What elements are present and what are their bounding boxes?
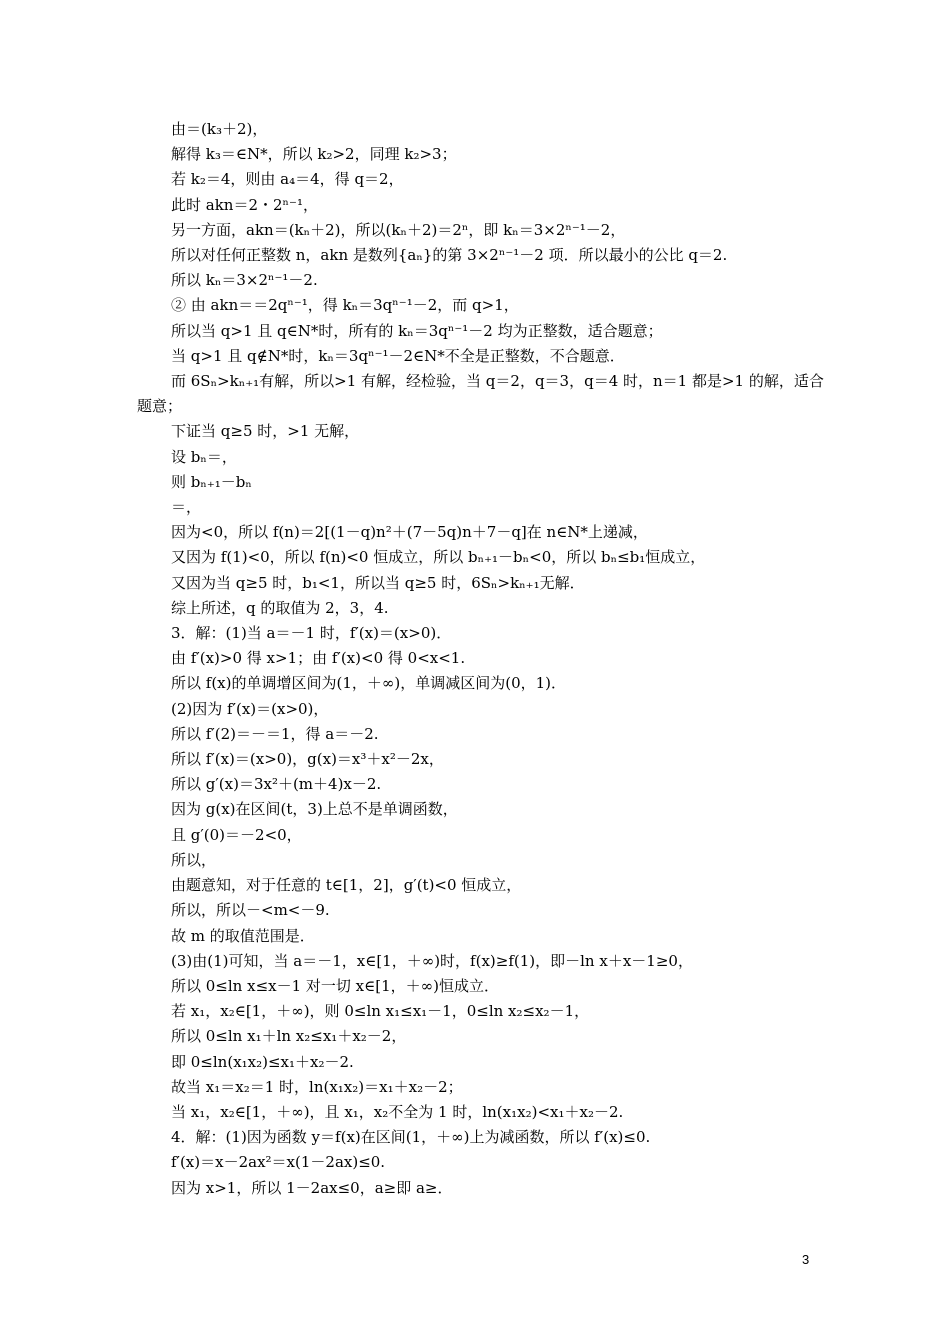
text-line: 综上所述，q 的取值为 2，3，4.: [171, 598, 389, 617]
text-line: 由＝(k₃＋2)，: [171, 120, 268, 138]
document-body: [137, 117, 827, 1201]
text-line: 故 m 的取值范围是．: [171, 926, 315, 945]
text-line: f′(x)＝x－2ax²＝x(1－2ax)≤0.: [171, 1153, 386, 1172]
text-line: (2)因为 f′(x)＝(x>0)，: [171, 699, 329, 718]
text-line: 则 bₙ₊₁－bₙ: [171, 472, 252, 491]
text-line: 所以对任何正整数 n，akn 是数列{aₙ}的第 3×2ⁿ⁻¹－2 项．所以最小的公比 q＝2.: [171, 246, 728, 265]
text-line: 当 q>1 且 q∉N*时，kₙ＝3qⁿ⁻¹－2∈N*不全是正整数，不合题意．: [171, 346, 625, 365]
text-line: 因为<0，所以 f(n)＝2[(1－q)n²＋(7－5q)n＋7－q]在 n∈N*上递减，: [171, 523, 648, 542]
text-line: 所以 g′(x)＝3x²＋(m＋4)x－2.: [171, 775, 382, 794]
text-line: 若 x₁，x₂∈[1，＋∞)，则 0≤ln x₁≤x₁－1，0≤ln x₂≤x₂－1，: [171, 1002, 590, 1021]
text-line: 若 k₂＝4，则由 a₄＝4，得 q＝2，: [171, 170, 404, 189]
text-line: 另一方面，akn＝(kₙ＋2)，所以(kₙ＋2)＝2ⁿ，即 kₙ＝3×2ⁿ⁻¹－2，: [171, 220, 626, 239]
text-line: 所以 f′(2)＝－＝1，得 a＝－2.: [171, 724, 379, 743]
text-line: 因为 g(x)在区间(t，3)上总不是单调函数，: [171, 800, 458, 819]
text-line: 而 6Sₙ>kₙ₊₁有解，所以>1 有解，经检验，当 q＝2，q＝3，q＝4 时，n＝1 都是>1 的解，适合题意；: [137, 372, 824, 416]
text-line: 所以，所以－<m<－9.: [171, 901, 330, 920]
text-line: 即 0≤ln(x₁x₂)≤x₁＋x₂－2.: [171, 1052, 354, 1071]
text-line: 故当 x₁＝x₂＝1 时，ln(x₁x₂)＝x₁＋x₂－2；: [171, 1077, 463, 1096]
text-line: 当 x₁，x₂∈[1，＋∞)，且 x₁，x₂不全为 1 时，ln(x₁x₂)<x₁＋x₂－2.: [171, 1102, 624, 1121]
text-line: 又因为当 q≥5 时，b₁<1，所以当 q≥5 时，6Sₙ>kₙ₊₁无解．: [171, 573, 585, 592]
text-line: ② 由 akn＝＝2qⁿ⁻¹，得 kₙ＝3qⁿ⁻¹－2，而 q>1，: [171, 296, 519, 315]
text-line: 所以 f′(x)＝(x>0)，g(x)＝x³＋x²－2x，: [171, 750, 444, 769]
text-line: (3)由(1)可知，当 a＝－1，x∈[1，＋∞)时，f(x)≥f(1)，即－ln x＋x－1≥0，: [171, 951, 693, 970]
text-line: 设 bₙ＝，: [171, 447, 237, 466]
text-line: 所以 0≤ln x₁＋ln x₂≤x₁＋x₂－2，: [171, 1027, 407, 1046]
text-line: 由 f′(x)>0 得 x>1；由 f′(x)<0 得 0<x<1.: [171, 649, 466, 668]
text-line: 解得 k₃＝∈N*，所以 k₂>2，同理 k₂>3；: [171, 145, 457, 164]
text-line: 所以 0≤ln x≤x－1 对一切 x∈[1，＋∞)恒成立．: [171, 976, 499, 995]
text-line: 此时 akn＝2・2ⁿ⁻¹，: [171, 195, 318, 214]
text-line: 所以 f(x)的单调增区间为(1，＋∞)，单调减区间为(0，1)．: [171, 674, 567, 693]
text-line: 所以，: [171, 850, 217, 869]
page-number: 3: [802, 1252, 810, 1267]
text-line: 又因为 f(1)<0，所以 f(n)<0 恒成立，所以 bₙ₊₁－bₙ<0，所以 bₙ≤b₁恒成立，: [171, 548, 706, 567]
text-line: 下证当 q≥5 时，>1 无解，: [171, 422, 360, 441]
text-line: 由题意知，对于任意的 t∈[1，2]，g′(t)<0 恒成立，: [171, 876, 522, 895]
text-line: 3．解：(1)当 a＝－1 时，f′(x)＝(x>0)．: [171, 624, 452, 643]
text-line: 4．解：(1)因为函数 y＝f(x)在区间(1，＋∞)上为减函数，所以 f′(x)≤0.: [171, 1128, 651, 1147]
text-line: 因为 x>1，所以 1－2ax≤0，a≥即 a≥．: [171, 1178, 453, 1197]
text-line: 且 g′(0)＝－2<0，: [171, 825, 302, 844]
text-line: 所以当 q>1 且 q∈N*时，所有的 kₙ＝3qⁿ⁻¹－2 均为正整数，适合题意；: [171, 321, 663, 340]
text-line: 所以 kₙ＝3×2ⁿ⁻¹－2.: [171, 271, 318, 290]
text-line: ＝，: [171, 498, 202, 517]
